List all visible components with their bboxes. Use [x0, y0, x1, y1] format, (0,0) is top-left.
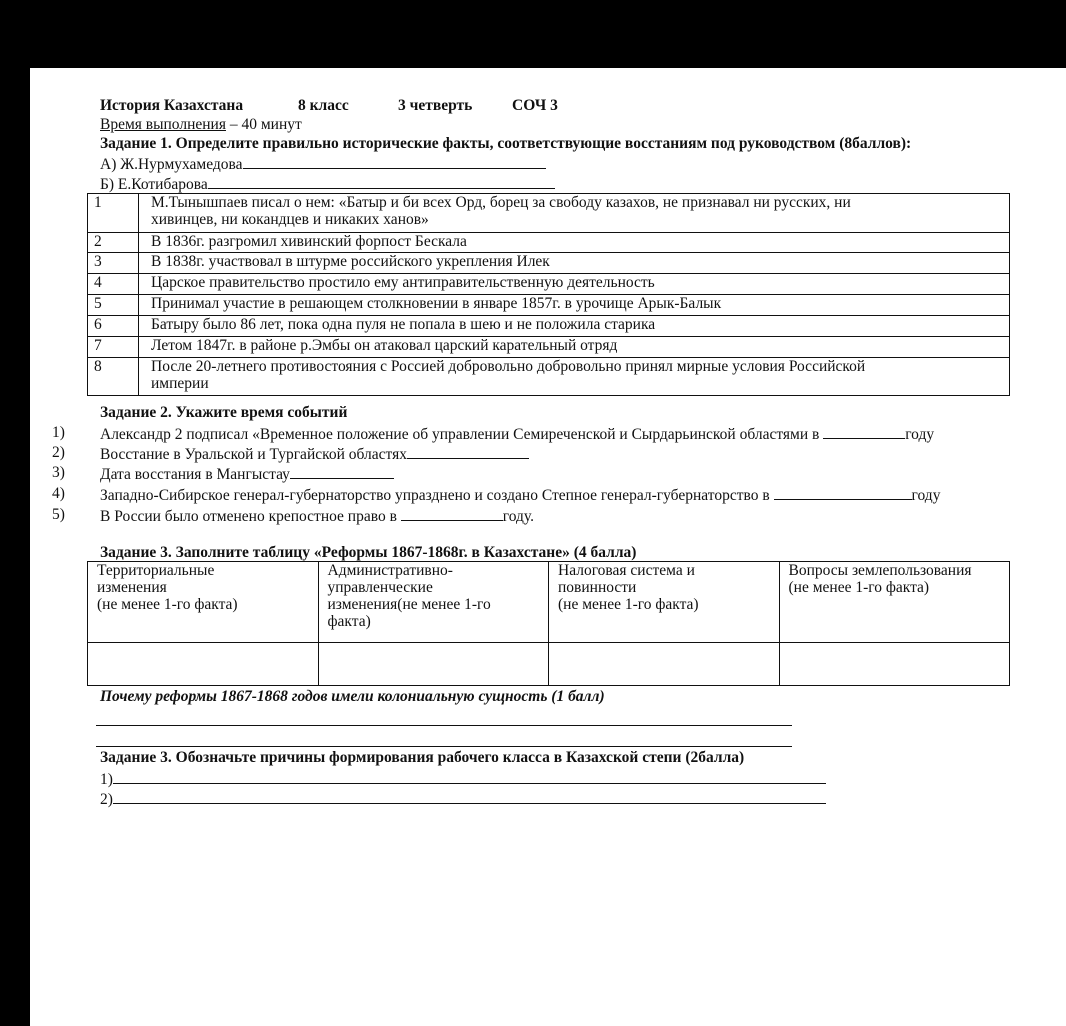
task2-item: Александр 2 подписал «Временное положение об управлении Семиреченской и Сырдарьинской областями в году — [100, 426, 935, 443]
column-header-territorial: Территориальные изменения (не менее 1-го факта) — [88, 562, 319, 643]
column-header-land: Вопросы землепользования (не менее 1-го факта) — [779, 562, 1010, 643]
row-number: 8 — [88, 358, 139, 396]
test-label: СОЧ 3 — [512, 97, 558, 114]
task2-item-num: 2) — [52, 444, 65, 461]
row-number: 6 — [88, 316, 139, 337]
task4-title: Задание 3. Обозначьте причины формирования рабочего класса в Казахской степи (2балла) — [100, 749, 745, 766]
fact-cell: Летом 1847г. в районе р.Эмбы он атаковал царский карательный отряд — [139, 337, 1010, 358]
time-label: Время выполнения — [100, 116, 226, 133]
table-row — [88, 274, 1010, 295]
task2-item-num: 4) — [52, 485, 65, 502]
row-number: 3 — [88, 253, 139, 274]
fact-cell: Батыру было 86 лет, пока одна пуля не попала в шею и не положила старика — [139, 316, 1010, 337]
answer-blank[interactable] — [113, 769, 826, 784]
option-a-blank[interactable] — [243, 154, 546, 169]
grade-label: 8 класс — [298, 97, 349, 114]
row-number: 5 — [88, 295, 139, 316]
colonial-question: Почему реформы 1867-1868 годов имели колониальную сущность (1 балл) — [100, 688, 605, 705]
table-row — [88, 316, 1010, 337]
column-header-administrative: Административно- управленческие изменения(не менее 1-го факта) — [318, 562, 549, 643]
task1-option-b: Б) Е.Котибарова — [100, 174, 555, 194]
answer-line[interactable] — [96, 725, 792, 726]
table-row — [88, 194, 1010, 233]
row-number: 1 — [88, 194, 139, 233]
task1-option-a: А) Ж.Нурмухамедова — [100, 154, 546, 174]
task2-item: Восстание в Уральской и Тургайской областях — [100, 444, 529, 464]
answer-blank[interactable] — [774, 485, 912, 500]
facts-table — [87, 193, 1010, 396]
task1-title: Задание 1. Определите правильно исторические факты, соответствующие восстаниям под руководством (8баллов): — [100, 135, 912, 152]
answer-cell[interactable] — [549, 643, 780, 686]
fact-cell: Царское правительство простило ему антиправительственную деятельность — [139, 274, 1010, 295]
answer-cell[interactable] — [779, 643, 1010, 686]
column-header-tax: Налоговая система и повинности (не менее 1-го факта) — [549, 562, 780, 643]
row-number: 7 — [88, 337, 139, 358]
answer-blank[interactable] — [290, 464, 394, 479]
table-row — [88, 295, 1010, 316]
table-header-row — [88, 562, 1010, 643]
table-row — [88, 233, 1010, 253]
answer-blank[interactable] — [823, 424, 905, 439]
task3-title: Задание 3. Заполните таблицу «Реформы 1867-1868г. в Казахстане» (4 балла) — [100, 544, 637, 561]
subject-title: История Казахстана — [100, 97, 244, 114]
fact-cell: После 20-летнего противостояния с Россией добровольно добровольно принял мирные условия Российской империи — [139, 358, 1010, 396]
task2-title: Задание 2. Укажите время событий — [100, 404, 348, 421]
answer-line[interactable] — [96, 746, 792, 747]
fact-cell: В 1838г. участвовал в штурме российского укрепления Илек — [139, 253, 1010, 274]
table-row — [88, 253, 1010, 274]
table-row — [88, 358, 1010, 396]
task2-item-num: 3) — [52, 464, 65, 481]
task2-item: Дата восстания в Мангыстау — [100, 464, 394, 484]
answer-blank[interactable] — [401, 506, 503, 521]
time-line — [100, 116, 302, 134]
time-value: – 40 минут — [225, 116, 302, 133]
table-row — [88, 337, 1010, 358]
answer-row — [88, 643, 1010, 686]
task4-item: 1) — [100, 769, 826, 789]
task4-item: 2) — [100, 789, 826, 809]
reforms-table — [87, 561, 1010, 686]
answer-cell[interactable] — [88, 643, 319, 686]
task2-item: Западно-Сибирское генерал-губернаторство упразднено и создано Степное генерал-губернаторство в году — [100, 487, 941, 504]
quarter-label: 3 четверть — [398, 97, 473, 114]
row-number: 4 — [88, 274, 139, 295]
document-page — [30, 68, 1066, 1026]
task2-item-num: 1) — [52, 424, 65, 441]
answer-blank[interactable] — [407, 444, 529, 459]
option-b-blank[interactable] — [208, 174, 555, 189]
row-number: 2 — [88, 233, 139, 253]
task2-item-num: 5) — [52, 506, 65, 523]
answer-blank[interactable] — [113, 789, 826, 804]
answer-cell[interactable] — [318, 643, 549, 686]
task2-item: В России было отменено крепостное право в году. — [100, 508, 535, 525]
fact-cell: М.Тынышпаев писал о нем: «Батыр и би всех Орд, борец за свободу казахов, не признавал ни русских, ни хивинцев, ни кокандцев и никаких ханов» — [139, 194, 1010, 233]
fact-cell: Принимал участие в решающем столкновении в январе 1857г. в урочище Арык-Балык — [139, 295, 1010, 316]
fact-cell: В 1836г. разгромил хивинский форпост Бескала — [139, 233, 1010, 253]
